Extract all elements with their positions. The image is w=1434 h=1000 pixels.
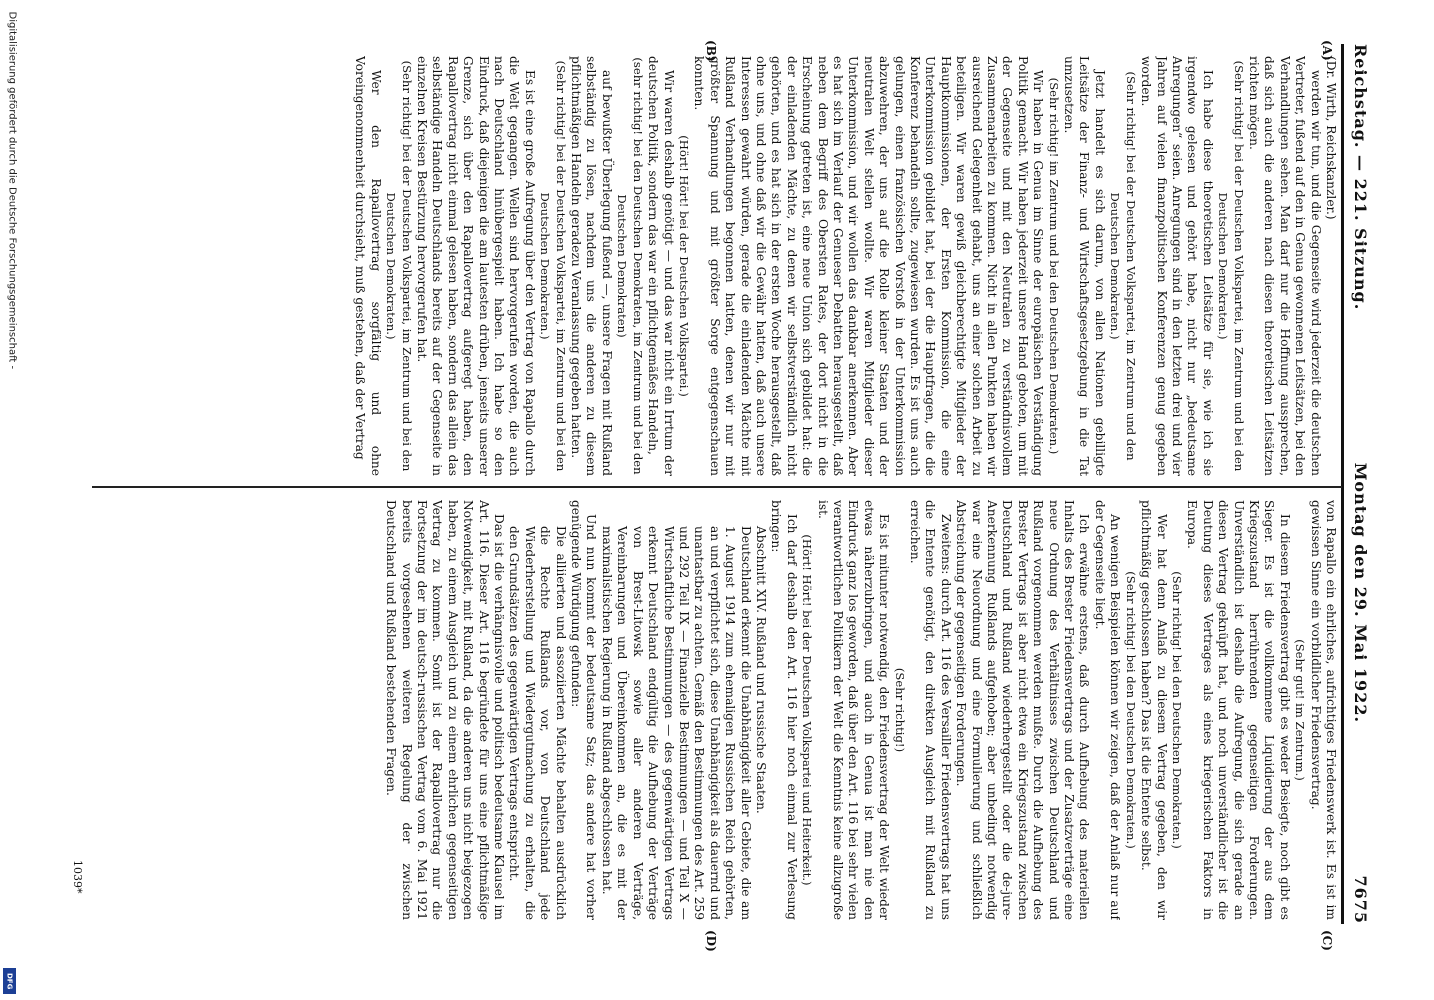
digitization-sidebar [4, 0, 18, 1000]
header-left: Reichstag. — 221. Sitzung. [1351, 44, 1371, 311]
right-column-paragraph: Ich darf deshalb den Art. 116 hier noch einmal zur Verlesung bringen: [769, 500, 799, 920]
header-rule [1341, 44, 1344, 924]
left-column-paragraph: Wer den Rapallovertrag sorgfältig und ohne Voreingenommenheit durchsieht, muß gestehen, daß der Vertrag [353, 56, 383, 476]
left-column-paragraph: (Sehr richtig! bei der Deutschen Volkspartei, im Zentrum und den Deutschen Demokraten.) [1108, 71, 1138, 461]
right-column-paragraph: (Hört! Hört! bei der Deutschen Volkspartei und Heiterkeit.) [800, 534, 815, 886]
left-column-paragraph: werden wir tun, und die Gegenseite wird jederzeit die deutschen Vertreter, fußend auf den in Genua gewonnenen Leitsätzen, bei den Verhandlungen sehen. Man darf nur die Hoffnung aussprechen, daß sich auch die anderen nach diesen theoretischen Leitsätzen richten mögen. [1246, 56, 1323, 476]
right-column-paragraph: Zweitens: durch Art. 116 des Versailler Friedensvertrags hat uns die Entente genötigt, den direkten Ausgleich mit Rußland zu erreichen. [908, 500, 953, 920]
left-column [83, 56, 1338, 476]
left-column-paragraph: Jetzt handelt es sich darum, von allen Nationen gebilligte Leitsätze der Finanz- und Wirtschaftsgesetzgebung in die Tat umzusetzen. [1062, 56, 1107, 476]
right-column-paragraph: An wenigen Beispielen können wir zeigen, daß der Anlaß nur auf der Gegenseite liegt. [1092, 500, 1123, 920]
left-column-paragraph: (Dr. Wirth, Reichskanzler.) [1324, 56, 1338, 220]
dfg-logo [3, 968, 16, 994]
column-divider [92, 486, 1342, 488]
left-column-paragraph: (Sehr richtig! bei der Deutschen Volkspartei, im Zentrum und bei den Deutschen Demokraten.) [1216, 60, 1246, 472]
header-date: Montag den 29. Mai 1922. [1351, 462, 1371, 724]
right-column-paragraph: Das ist die verhängnisvolle und politisch bedeutsame Klausel im Art. 116. Dieser Art. 116 begründete für uns eine pflichtmäßige Notwendigkeit, mit Rußland, da die anderen uns nicht beigezogen haben, zu einem Ausgleich und zu einem ehrlichen gegenseitigen Vertrag zu kommen. Somit ist der Rapallovertrag nur die Fortsetzung der im deutsch-russischen Vertrag vom 6. Mai 1921 bereits vorgesehenen weiteren Regelung der zwischen Deutschland und Rußland bestehenden Fragen. [384, 500, 507, 920]
left-column-paragraph: Ich habe diese theoretischen Leitsätze für sie, wie ich sie irgendwo gelesen und gehört habe, nicht nur „bedeutsame Anregungen“ seien. Anregungen sind in den letzten drei und vier Jahren auf vielen finanzpolitischen Konferenzen genug gegeben worden. [1139, 56, 1215, 476]
left-column-paragraph: (Sehr richtig! bei der Deutschen Volkspartei, im Zentrum und bei den Deutschen Demokraten.) [538, 60, 568, 472]
right-column-paragraph: Deutschland erkennt die Unabhängigkeit aller Gebiete, die am 1. August 1914 zum ehemaligen Russischen Reich gehörten, an und verpflichtet sich, diese Unabhängigkeit als dauernd und unantastbar zu achten. Gemäß den Bestimmungen des Art. 259 und 292 Teil IX — Finanzielle Bestimmungen — und Teil X — Wirtschaftliche Bestimmungen — des gegenwärtigen Vertrags erkennt Deutschland endgültig die Aufhebung der Verträge von Brest-Litowsk sowie aller anderen Verträge, Vereinbarungen und Übereinkommen an, die es mit der maximalistischen Regierung in Rußland abgeschlossen hat. [599, 526, 753, 920]
margin-letter-a: (A) [1320, 40, 1334, 61]
right-column-paragraph: (Sehr gut! im Zentrum.) [1293, 639, 1308, 781]
right-column-paragraph: Abschnitt XIV. Rußland und russische Staaten. [753, 526, 768, 814]
margin-letter-c: (C) [1320, 930, 1334, 951]
sidebar-credit: Digitalisierung gefördert durch die Deutsche Forschungsgemeinschaft - [6, 11, 18, 370]
right-column-paragraph: (Sehr richtig! bei den Deutschen Demokraten.) [1123, 571, 1138, 849]
footer-number: 1039* [71, 860, 84, 894]
page-header [1346, 44, 1376, 924]
left-column-paragraph: (Sehr richtig! im Zentrum und bei den Deutschen Demokraten.) [1046, 77, 1061, 455]
right-column-paragraph: Und nun kommt der bedeutsame Satz; das andere hat vorher genügende Würdigung gefunden: [569, 500, 599, 920]
margin-letter-d: (D) [704, 930, 718, 952]
right-column-paragraph: von Rapallo ein ehrliches, aufrichtiges Friedenswerk ist. Es ist im gewissen Sinne ein vorbildlicher Friedensvertrag. [1308, 500, 1338, 920]
right-column-paragraph: (Sehr richtig!) [892, 667, 907, 753]
left-column-paragraph: Es ist eine große Aufregung über den Vertrag von Rapallo durch die Welt gegangen. Wellen sind hervorgerufen worden, die auch nach Deutschland hinübergespielt haben. Ich habe so den Eindruck, daß diejenigen die am lautesten drüben, jenseits unserer Grenze, sich über den Rapallovertrag aufgeregt haben, den Rapallovertrag nicht einmal gelesen haben, sondern das allein das selbständige Handeln Deutschlands bereits auf der Gegenseite in einzelnen Kreisen Bestürzung hervorgerufen hat. [415, 56, 537, 476]
right-column-paragraph: Die alliierten und assoziierten Mächte behalten ausdrücklich die Rechte Rußlands vor, von Deutschland jede Wiederherstellung und Wiedergutmachung zu erhalten, die den Grundsätzen des gegenwärtigen Vertrags entspricht. [507, 526, 568, 920]
left-column-paragraph: Wir waren deshalb genötigt — und das war nicht ein Irrtum der deutschen Politik, sondern das war ein pflichtgemäßes Handeln, [646, 56, 676, 476]
left-column-paragraph: Wir haben in Genua im Sinne der europäischen Verständigung Politik gemacht. Wir haben jederzeit unsere Hand geboten, um mit der Gegenseite und mit den Neutralen zu verständnisvollem Zusammenarbeiten zu kommen. Nicht in allen Punkten haben wir ausreichend Gelegenheit gehabt, uns an einer solchen Arbeit zu beteiligen. Wir waren gewiß gleichberechtigte Mitglieder der Hauptkommissionen, der Ersten Kommission, die eine Unterkommission gebildet hat, bei der die Hauptfragen, die die Konferenz behandeln sollte, zugewiesen wurden. Es ist uns auch gelungen, einen französischen Vorstoß in der Unterkommission abzuwehren, der uns auf die Rolle kleiner Staaten und der neutralen Welt stellen wollte. Wir waren Mitglieder dieser Unterkommission, und wir wollen das dankbar anerkennen. Aber es hat sich im Verlauf der Genueser Debatten herausgestellt, daß neben dem Begriff des Obersten Rates, der dort nicht in die Erscheinung getreten ist, eine neue Union sich gebildet hat: die der einladenden Mächte, zu denen wir selbstverständlich nicht gehörten, und es hat sich in der ersten Woche herausgestellt, daß ohne uns, und ohne daß wir die Gewähr hatten, daß auch unsere Interessen gewahrt würden, gerade die einladenden Mächte mit Rußland Verhandlungen begonnen hatten, denen wir nur mit größter Spannung und mit größter Sorge entgegenschauen konnten. [692, 56, 1046, 476]
left-column-paragraph: (Sehr richtig! bei der Deutschen Volkspartei, im Zentrum und bei den Deutschen Demokraten.) [384, 60, 414, 472]
right-column [83, 500, 1338, 920]
right-column-paragraph: Ich erwähne erstens, daß durch Aufhebung des materiellen Inhalts des Brester Friedensvertrags und der Zusatzverträge eine neue Ordnung des Verhältnisses zwischen Deutschland und Rußland vorgenommen werden mußte. Durch die Aufhebung des Brester Vertrags ist aber nicht etwa ein Kriegszustand zwischen Deutschland und Rußland wiederhergestellt oder die de-jure-Anerkennung Rußlands aufgehoben; aber unbedingt notwendig war eine Neuordnung und eine Formulierung und schließlich Abstreichung der gegenseitigen Forderungen. [954, 500, 1092, 920]
left-column-paragraph: (Hört! Hört! bei der Deutschen Volkspartei.) [676, 135, 691, 397]
right-column-paragraph: (Sehr richtig! bei den Deutschen Demokraten.) [1169, 571, 1184, 849]
right-column-paragraph: Wer hat denn Anlaß zu diesem Vertrag gegeben, den wir pflichtmäßig geschlossen haben? Das ist die Entente selbst. [1139, 500, 1169, 920]
right-column-paragraph: In diesem Friedensvertrag gibt es weder Besiegte, noch gibt es Sieger. Es ist die vollkommene Liquidierung der aus dem Kriegszustand herrührenden gegenseitigen Forderungen. Unverständlich ist deshalb die Aufregung, die sich gerade an diesen Vertrag geknüpft hat, und noch unverständlicher ist die Deutung dieses Vertrages als eines kriegerischen Faktors in Europa. [1185, 500, 1292, 920]
margin-letter-b: (B) [704, 40, 718, 62]
left-column-paragraph: auf bewußter Überlegung fußend —, unsere Fragen mit Rußland selbständig zu lösen, nachdem uns die anderen zu diesem pflichtmäßigen Handeln geradezu Veranlassung gegeben hatten. [569, 56, 614, 476]
dfg-logo-text: DFG [5, 972, 14, 990]
left-column-paragraph: (sehr richtig! bei den Deutschen Demokraten, im Zentrum und bei den Deutschen Demokraten) [615, 57, 645, 475]
right-column-paragraph: Es ist mitunter notwendig, den Friedensvertrag der Welt wieder etwas näherzubringen, und auch in Genua ist man nie den Eindruck ganz los geworden, daß über den Art. 116 bei sehr vielen verantwortlichen Politikern der Welt die Kenntnis keine allzugroße ist. [815, 500, 892, 920]
header-page-number: 7675 [1351, 875, 1371, 924]
